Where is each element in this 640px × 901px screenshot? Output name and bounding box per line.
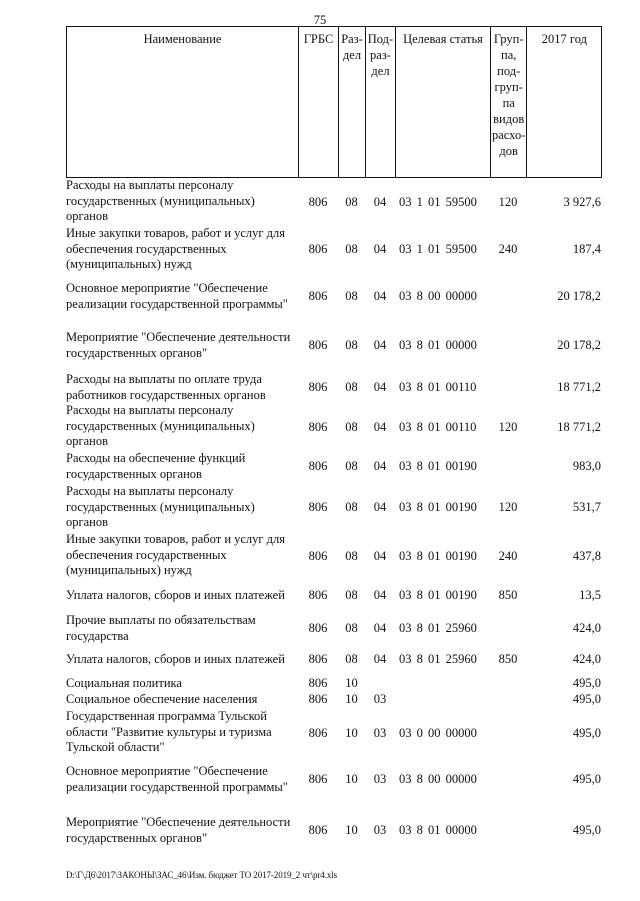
cell-vid: 120 [498,420,518,434]
cell-podrazdel: 04 [373,588,387,602]
cell-grbs: 806 [308,726,328,740]
cell-razdel: 10 [345,823,358,837]
cell-razdel: 08 [345,459,358,473]
cell-amount: 20 178,2 [557,338,601,352]
cell-target: 03 8 00 00000 [399,289,477,303]
cell-grbs: 806 [308,676,328,690]
cell-amount: 424,0 [572,621,601,635]
cell-podrazdel: 04 [373,652,387,666]
cell-name: Социальная политика [66,676,182,690]
cell-razdel: 10 [345,692,358,706]
cell-podrazdel: 04 [373,459,387,473]
cell-name: Мероприятие "Обеспечение деятельности государственных органов" [66,330,291,360]
cell-grbs: 806 [308,621,328,635]
cell-podrazdel: 04 [373,621,387,635]
cell-target: 03 1 01 59500 [399,195,477,209]
cell-podrazdel: 04 [373,549,387,563]
cell-amount: 983,0 [572,459,601,473]
column-header-razdel: Раз- дел [339,27,366,178]
cell-razdel: 08 [345,621,358,635]
cell-podrazdel: 03 [373,726,387,740]
cell-podrazdel: 03 [373,823,387,837]
cell-razdel: 08 [345,289,358,303]
cell-razdel: 08 [345,420,358,434]
cell-name: Расходы на обеспечение функций государственных органов [66,451,246,481]
column-header-target: Целевая статья [396,27,491,178]
cell-amount: 531,7 [572,500,601,514]
cell-name: Мероприятие "Обеспечение деятельности государственных органов" [66,815,291,845]
cell-grbs: 806 [308,692,328,706]
cell-name: Прочие выплаты по обязательствам государства [66,613,256,643]
cell-podrazdel: 04 [373,380,387,394]
cell-razdel: 10 [345,726,358,740]
cell-razdel: 10 [345,772,358,786]
cell-grbs: 806 [308,242,328,256]
cell-name: Иные закупки товаров, работ и услуг для обеспечения государственных (муниципальных) нужд [66,226,286,271]
cell-grbs: 806 [308,588,328,602]
cell-razdel: 08 [345,500,358,514]
cell-grbs: 806 [308,289,328,303]
cell-amount: 495,0 [572,676,601,690]
cell-target: 03 8 01 25960 [399,621,477,635]
cell-razdel: 08 [345,549,358,563]
cell-grbs: 806 [308,380,328,394]
cell-name: Расходы на выплаты персоналу государственных (муниципальных) органов [66,484,255,529]
cell-grbs: 806 [308,195,328,209]
cell-razdel: 08 [345,195,358,209]
cell-name: Социальное обеспечение населения [66,692,258,706]
cell-amount: 18 771,2 [557,420,601,434]
cell-target: 03 1 01 59500 [399,242,477,256]
cell-name: Расходы на выплаты по оплате труда работников государственных органов [66,372,266,402]
cell-target: 03 8 01 00110 [399,420,477,434]
cell-target: 03 8 01 00110 [399,380,477,394]
cell-grbs: 806 [308,549,328,563]
cell-name: Уплата налогов, сборов и иных платежей [66,652,285,666]
cell-name: Основное мероприятие "Обеспечение реализации государственной программы" [66,764,288,794]
cell-target: 03 8 01 00190 [399,459,477,473]
cell-grbs: 806 [308,652,328,666]
cell-grbs: 806 [308,420,328,434]
column-header-podrazdel: Под- раз- дел [366,27,396,178]
cell-amount: 495,0 [572,692,601,706]
cell-razdel: 10 [345,676,358,690]
cell-vid: 120 [498,500,518,514]
cell-razdel: 08 [345,380,358,394]
cell-podrazdel: 03 [373,692,387,706]
cell-grbs: 806 [308,459,328,473]
cell-amount: 18 771,2 [557,380,601,394]
cell-name: Уплата налогов, сборов и иных платежей [66,588,285,602]
cell-grbs: 806 [308,772,328,786]
cell-amount: 437,8 [572,549,601,563]
cell-vid: 120 [498,195,518,209]
cell-target: 03 8 01 00000 [399,338,477,352]
page-number: 75 [313,13,327,27]
cell-vid: 240 [498,242,518,256]
cell-podrazdel: 03 [373,772,387,786]
cell-name: Государственная программа Тульской области "Развитие культуры и туризма Тульской области" [66,709,272,754]
cell-name: Расходы на выплаты персоналу государственных (муниципальных) органов [66,178,255,223]
cell-name: Расходы на выплаты персоналу государственных (муниципальных) органов [66,403,255,448]
cell-target: 03 8 00 00000 [399,772,477,786]
cell-podrazdel: 04 [373,195,387,209]
cell-target: 03 8 01 00190 [399,549,477,563]
cell-name: Иные закупки товаров, работ и услуг для обеспечения государственных (муниципальных) нужд [66,532,286,577]
cell-vid: 850 [498,652,518,666]
cell-razdel: 08 [345,242,358,256]
cell-grbs: 806 [308,338,328,352]
cell-podrazdel: 04 [373,420,387,434]
cell-razdel: 08 [345,588,358,602]
cell-amount: 495,0 [572,726,601,740]
cell-target: 03 8 01 00190 [399,588,477,602]
cell-name: Основное мероприятие "Обеспечение реализации государственной программы" [66,281,288,311]
column-header-grbs: ГРБС [299,27,339,178]
cell-podrazdel: 04 [373,338,387,352]
cell-grbs: 806 [308,823,328,837]
column-header-name: Наименование [67,27,299,178]
cell-podrazdel: 04 [373,289,387,303]
cell-razdel: 08 [345,652,358,666]
cell-vid: 850 [498,588,518,602]
cell-podrazdel: 04 [373,242,387,256]
cell-grbs: 806 [308,500,328,514]
file-path-footer: D:\Г\Д6\2017\ЗАКОНЫ\ЗАС_46\Изм. бюджет ТО 2017-2019_2 чт\pr4.xls [66,870,338,880]
cell-amount: 495,0 [572,823,601,837]
cell-amount: 13,5 [579,588,601,602]
cell-amount: 495,0 [572,772,601,786]
cell-amount: 3 927,6 [563,195,601,209]
cell-podrazdel: 04 [373,500,387,514]
cell-razdel: 08 [345,338,358,352]
cell-target: 03 8 01 00000 [399,823,477,837]
cell-target: 03 0 00 00000 [399,726,477,740]
cell-target: 03 8 01 00190 [399,500,477,514]
cell-amount: 424,0 [572,652,601,666]
cell-amount: 20 178,2 [557,289,601,303]
cell-amount: 187,4 [572,242,601,256]
cell-target: 03 8 01 25960 [399,652,477,666]
cell-vid: 240 [498,549,518,563]
column-header-vid: Груп- па, под- груп- па видов расхо- дов [491,27,527,178]
column-header-year: 2017 год [527,27,602,178]
